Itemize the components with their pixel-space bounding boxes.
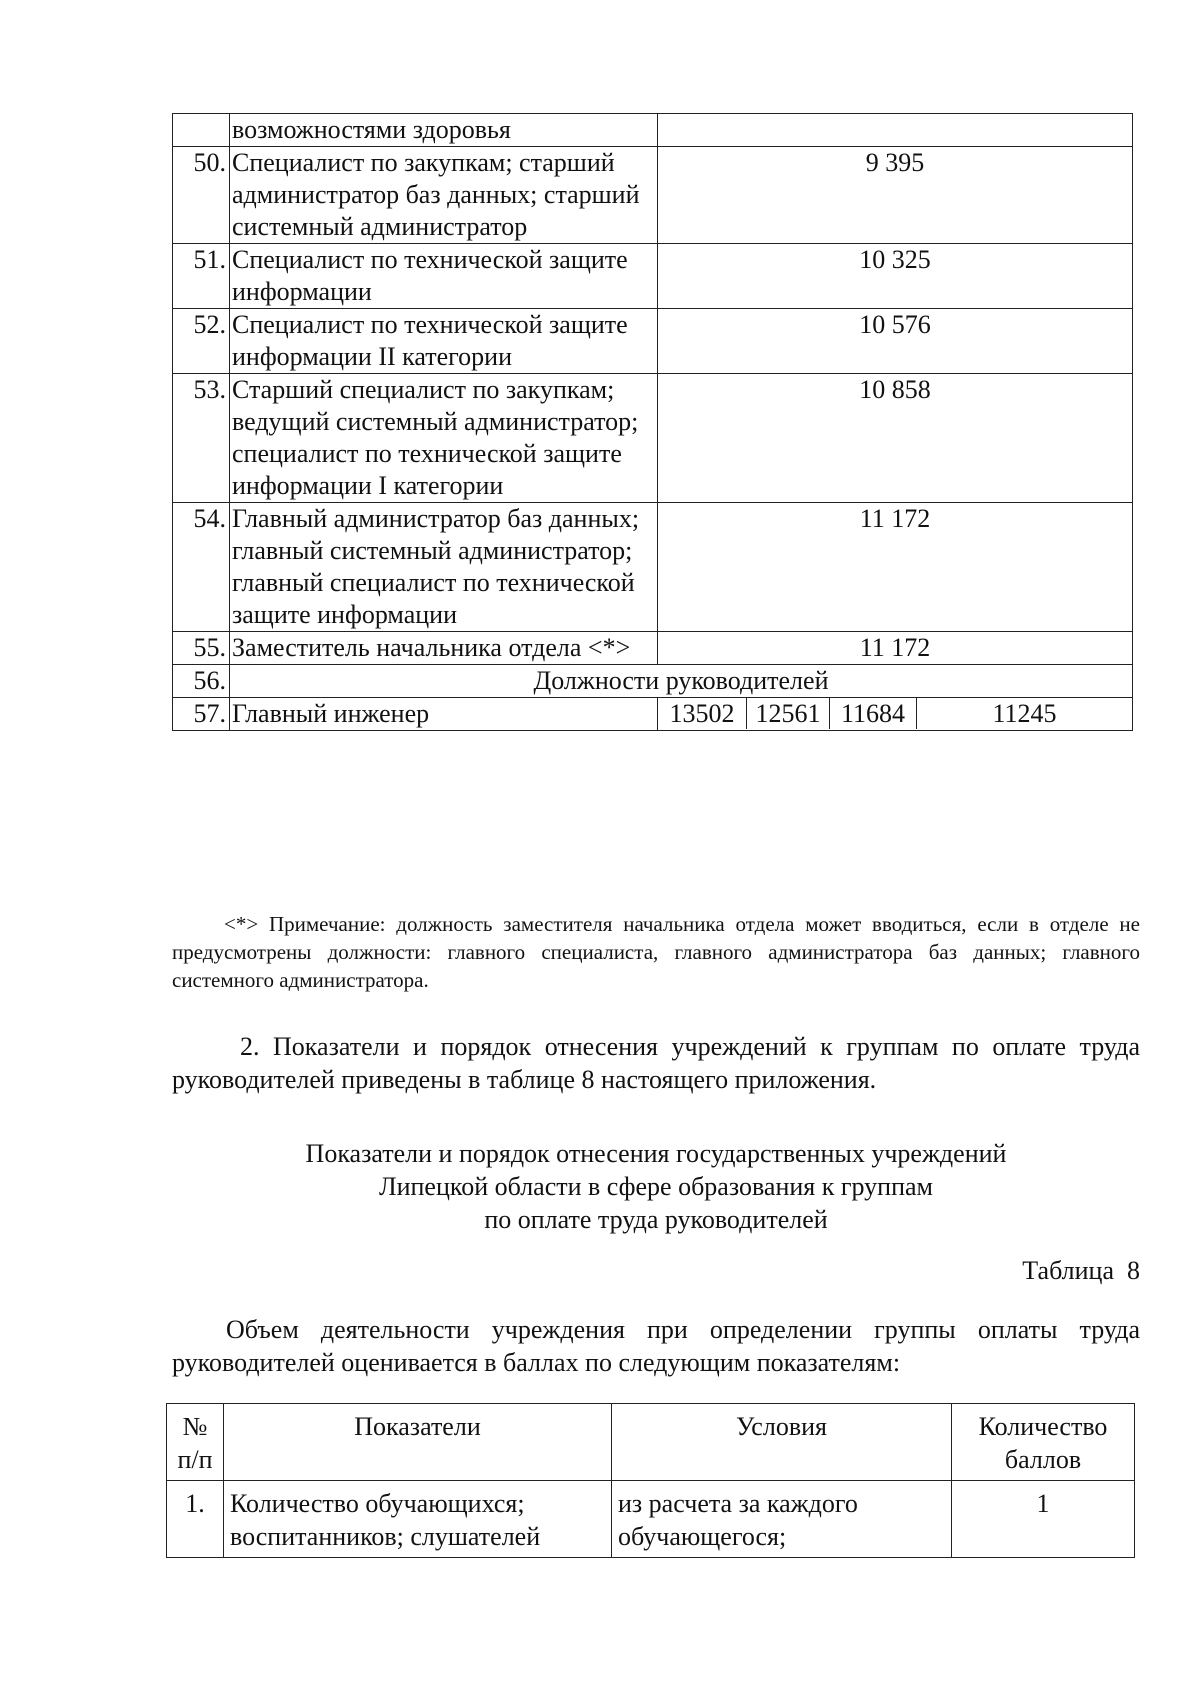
- header-indicator: Показатели: [224, 1404, 612, 1481]
- heading-line: по оплате труда руководителей: [484, 1205, 828, 1234]
- salary-value: 11 172: [658, 503, 1133, 632]
- indicators-table: [166, 1403, 1135, 1558]
- position-title: Заместитель начальника отдела <*>: [230, 632, 658, 665]
- salary-value: 9 395: [658, 147, 1133, 244]
- header-points: Количество баллов: [952, 1404, 1135, 1481]
- salary-value: 10 325: [658, 244, 1133, 309]
- position-title: Специалист по закупкам; старший администратор баз данных; старший системный администратор: [230, 147, 658, 244]
- salary-value: 11245: [992, 699, 1057, 728]
- table-row: [173, 309, 1133, 374]
- table-row: [173, 374, 1133, 503]
- table-row: [173, 114, 1133, 147]
- footnote: <*> Примечание: должность заместителя начальника отдела может вводиться, если в отделе не предусмотрены должности: главного специалиста, главного администратора баз данных; главного системного администратора.: [172, 912, 1140, 992]
- position-title: Специалист по технической защите информации: [230, 244, 658, 309]
- section-heading: [172, 1137, 1140, 1236]
- salary-value: 12561: [747, 698, 830, 729]
- heading-line: Липецкой области в сфере образования к группам: [378, 1172, 934, 1201]
- points: 1: [952, 1481, 1135, 1558]
- paragraph: 2. Показатели и порядок отнесения учреждений к группам по оплате труда руководителей приведены в таблице 8 настоящего приложения.: [172, 1032, 1140, 1094]
- table-row: [173, 503, 1133, 632]
- position-title: возможностями здоровья: [230, 114, 658, 147]
- position-title: Главный инженер: [230, 698, 658, 731]
- salary-value: [658, 114, 1133, 147]
- row-number: 53.: [173, 374, 230, 503]
- row-number: 57.: [173, 698, 230, 731]
- condition: из расчета за каждого обучающегося;: [612, 1481, 952, 1558]
- header-number: № п/п: [167, 1404, 224, 1481]
- salary-table: [172, 113, 1133, 731]
- row-number: 50.: [173, 147, 230, 244]
- row-number: 54.: [173, 503, 230, 632]
- salary-subvalues: [658, 698, 1133, 731]
- salary-value: 10 576: [658, 309, 1133, 374]
- salary-value: 10 858: [658, 374, 1133, 503]
- salary-value: 11684: [830, 698, 917, 729]
- row-number: 52.: [173, 309, 230, 374]
- table-header-row: [167, 1404, 1135, 1481]
- table-row: [173, 698, 1133, 731]
- salary-value: 13502: [658, 698, 747, 729]
- row-number: 51.: [173, 244, 230, 309]
- position-title: Главный администратор баз данных; главный системный администратор; главный специалист по технической защите информации: [230, 503, 658, 632]
- row-number: 1.: [167, 1481, 224, 1558]
- indicator: Количество обучающихся; воспитанников; слушателей: [224, 1481, 612, 1558]
- position-title: Старший специалист по закупкам; ведущий системный администратор; специалист по технической защите информации I категории: [230, 374, 658, 503]
- row-number: 55.: [173, 632, 230, 665]
- table-row: [167, 1481, 1135, 1558]
- table-row: [173, 244, 1133, 309]
- paragraph: Объем деятельности учреждения при определении группы оплаты труда руководителей оценивается в баллах по следующим показателям:: [172, 1315, 1140, 1377]
- position-title: Специалист по технической защите информации II категории: [230, 309, 658, 374]
- table-label: Таблица 8: [1022, 1256, 1140, 1285]
- row-number: 56.: [173, 665, 230, 698]
- header-condition: Условия: [612, 1404, 952, 1481]
- section-row: [173, 665, 1133, 698]
- heading-line: Показатели и порядок отнесения государственных учреждений: [305, 1139, 1007, 1168]
- row-number: [173, 114, 230, 147]
- salary-value: 11 172: [658, 632, 1133, 665]
- table-row: [173, 632, 1133, 665]
- section-title: Должности руководителей: [230, 665, 1133, 698]
- table-row: [173, 147, 1133, 244]
